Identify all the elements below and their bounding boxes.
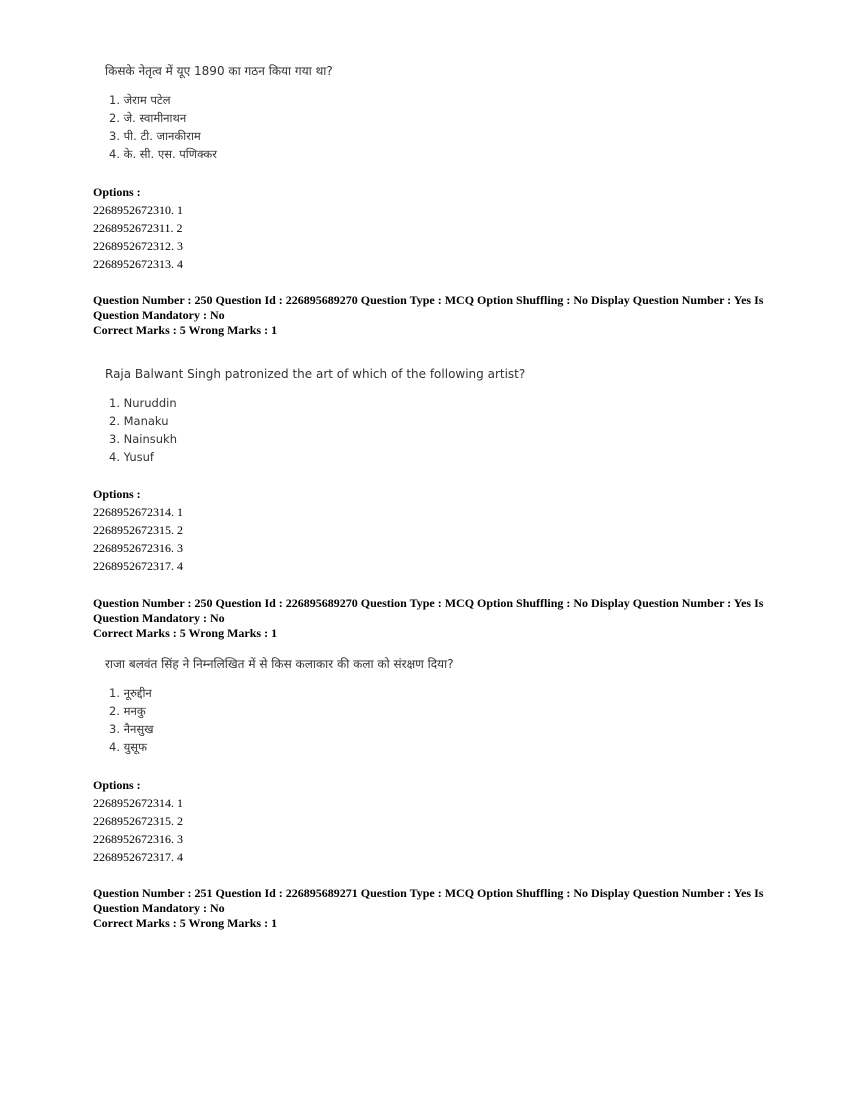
question-meta bbox=[93, 293, 793, 338]
choice-item: 1. नूरुद्दीन bbox=[109, 686, 152, 700]
question-meta-line: Question Number : 251 Question Id : 226895689271 Question Type : MCQ Option Shuffling : No Display Question Number : Yes Is Question Mandatory : No bbox=[93, 886, 764, 915]
choice-item: 3. Nainsukh bbox=[109, 432, 177, 446]
option-id-line: 2268952672312. 3 bbox=[93, 239, 183, 253]
question-meta-line: Question Number : 250 Question Id : 226895689270 Question Type : MCQ Option Shuffling : No Display Question Number : Yes Is Question Mandatory : No bbox=[93, 293, 764, 322]
choice-item: 2. Manaku bbox=[109, 414, 169, 428]
option-id-line: 2268952672311. 2 bbox=[93, 221, 183, 235]
options-section bbox=[93, 183, 793, 273]
marks-line: Correct Marks : 5 Wrong Marks : 1 bbox=[93, 916, 278, 930]
choice-item: 1. जेराम पटेल bbox=[109, 93, 171, 107]
option-id-line: 2268952672313. 4 bbox=[93, 257, 183, 271]
question-text: किसके नेतृत्व में यूए 1890 का गठन किया गया था? bbox=[105, 64, 333, 78]
question-text: Raja Balwant Singh patronized the art of which of the following artist? bbox=[105, 367, 526, 381]
option-id-line: 2268952672317. 4 bbox=[93, 559, 183, 573]
choice-item: 2. मनकु bbox=[109, 704, 146, 718]
option-id-line: 2268952672317. 4 bbox=[93, 850, 183, 864]
options-label: Options : bbox=[93, 778, 141, 792]
choice-item: 4. Yusuf bbox=[109, 450, 154, 464]
marks-line: Correct Marks : 5 Wrong Marks : 1 bbox=[93, 323, 278, 337]
options-section bbox=[93, 485, 793, 575]
option-id-line: 2268952672314. 1 bbox=[93, 505, 183, 519]
options-label: Options : bbox=[93, 487, 141, 501]
choice-item: 2. जे. स्वामीनाथन bbox=[109, 111, 187, 125]
choice-item: 1. Nuruddin bbox=[109, 396, 177, 410]
question-text: राजा बलवंत सिंह ने निम्नलिखित में से किस कलाकार की कला को संरक्षण दिया? bbox=[105, 657, 454, 671]
choice-list bbox=[95, 684, 809, 756]
question-meta bbox=[93, 596, 793, 641]
option-id-line: 2268952672314. 1 bbox=[93, 796, 183, 810]
option-id-line: 2268952672315. 2 bbox=[93, 814, 183, 828]
marks-line: Correct Marks : 5 Wrong Marks : 1 bbox=[93, 626, 278, 640]
choice-item: 4. के. सी. एस. पणिक्कर bbox=[109, 147, 217, 161]
option-id-line: 2268952672310. 1 bbox=[93, 203, 183, 217]
choice-item: 4. युसूफ bbox=[109, 740, 147, 754]
option-id-line: 2268952672316. 3 bbox=[93, 832, 183, 846]
choice-list bbox=[95, 91, 809, 163]
choice-list bbox=[95, 394, 809, 466]
choice-item: 3. नैनसुख bbox=[109, 722, 154, 736]
question-meta-line: Question Number : 250 Question Id : 226895689270 Question Type : MCQ Option Shuffling : No Display Question Number : Yes Is Question Mandatory : No bbox=[93, 596, 764, 625]
options-label: Options : bbox=[93, 185, 141, 199]
question-meta bbox=[93, 886, 793, 931]
option-id-line: 2268952672316. 3 bbox=[93, 541, 183, 555]
option-id-line: 2268952672315. 2 bbox=[93, 523, 183, 537]
options-section bbox=[93, 776, 793, 866]
choice-item: 3. पी. टी. जानकीराम bbox=[109, 129, 201, 143]
